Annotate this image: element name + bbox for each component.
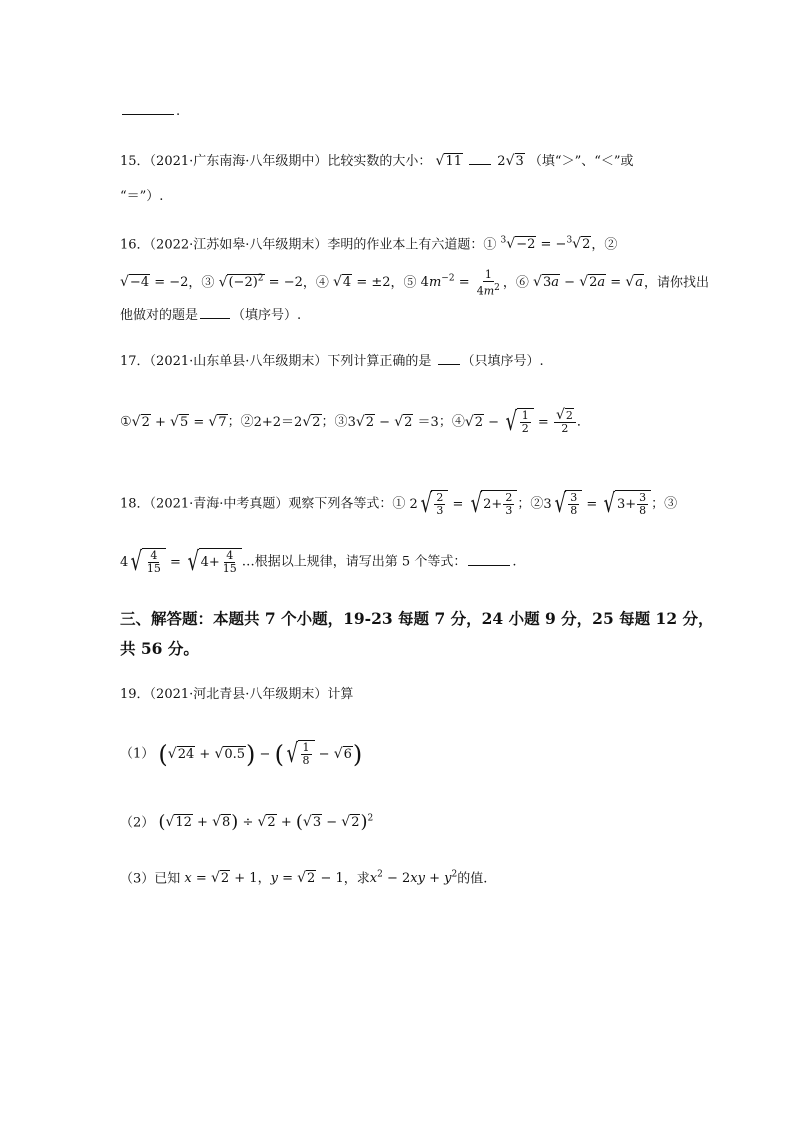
answer-blank — [469, 150, 491, 165]
q19-expr-1: (√24 + √0.5) − ( √ $\frac{1}{8}$ − √6) — [158, 739, 363, 769]
question-16: 16．（2022·江苏如皋·八年级期末）李明的作业本上有六道题：① $^3$√−2 = −$^3$√2，② — [120, 236, 618, 253]
q18-eq-1: 2 √ $\frac{2}{3}$ = √ 2+ $\frac{2}{3}$ — [410, 497, 518, 512]
question-17: 17．（2021·山东单县·八年级期末）下列计算正确的是 （只填序号）. — [120, 350, 544, 373]
answer-blank — [438, 350, 460, 365]
q19-target-expr: $x^2 - 2xy + y^2$ — [369, 870, 458, 887]
q17-option-1: √2 + √5 = √7 — [131, 413, 227, 430]
question-17-options: ①√2 + √5 = √7；②2+2＝2√2；③3√2 − √2 ＝3；④√2 − √ $\frac{1}{2}$ = $\frac{√2}{2}$ ． — [120, 407, 590, 437]
q19-expr-2: $(√12 + √8) \div √2 + (√3 - √2)^2$ — [158, 811, 374, 833]
answer-blank — [200, 304, 230, 319]
question-15: 15．（2021·广东南海·八年级期中）比较实数的大小： √11 2√3 （填“＞”、“＜”或 — [120, 150, 634, 173]
q16-item-5: $4m^{-2}$ = $\frac{1}{4m^2}$ — [420, 267, 500, 298]
question-18: 18．（2021·青海·中考真题）观察下列各等式：① 2 √ $\frac{2}{3}$ = √ 2+ $\frac{2}{3}$ ；②3 √ $\frac{3}{8}$ = √ 3+ $\frac{3}{8}$ ；③ — [120, 489, 678, 519]
question-16-answer: 他做对的题是 （填序号）. — [120, 304, 301, 327]
question-17-label: 17．（2021·山东单县·八年级期末）下列计算正确的是 — [120, 354, 432, 369]
q19-given: x = √2 + 1，y = √2 − 1 — [184, 870, 344, 887]
sqrt-11: √11 — [435, 153, 463, 169]
question-16-items: √−4 = −2，③ $√(-2)^2 = -2$，④ √4 = ±2，⑤ $4m^{-2}$ = $\frac{1}{4m^2}$ ，⑥ √3a − √2a = √a，请你找出 — [120, 267, 710, 298]
question-19-label: 19．（2021·河北青县·八年级期末）计算 — [120, 687, 354, 702]
answer-blank — [122, 100, 174, 115]
answer-blank-line: . — [120, 100, 180, 123]
answer-blank — [468, 551, 510, 566]
section-heading: 三、解答题：本题共 7 个小题，19-23 每题 7 分，24 小题 9 分，25 每题 12 分， — [120, 609, 714, 628]
q18-eq-2: 3 √ $\frac{3}{8}$ = √ 3+ $\frac{3}{8}$ — [543, 497, 651, 512]
q17-option-4: √2 − √ $\frac{1}{2}$ = $\frac{√2}{2}$ — [465, 415, 577, 430]
q17-option-2: 2+2＝2√2 — [253, 413, 321, 430]
section-heading-cont: 共 56 分。 — [120, 639, 199, 658]
q16-item-2: √−4 = −2 — [120, 274, 189, 291]
q16-item-4: √4 = ±2 — [333, 274, 391, 291]
question-15-hint-cont: “＝”）. — [120, 189, 164, 204]
question-15-label: 15．（2021·广东南海·八年级期中）比较实数的大小： — [120, 154, 432, 169]
q16-item-3: $√(-2)^2 = -2$ — [218, 274, 303, 291]
question-18-label: 18．（2021·青海·中考真题）观察下列各等式：① — [120, 496, 406, 512]
question-19-part-3: （3）已知 x = √2 + 1，y = √2 − 1，求$x^2 - 2xy + y^2$的值. — [120, 870, 488, 887]
q16-item-1: $^3$√−2 = −$^3$√2 — [500, 236, 591, 253]
question-16-label: 16．（2022·江苏如皋·八年级期末）李明的作业本上有六道题：① — [120, 237, 497, 253]
q18-eq-3: 4 √ $\frac{4}{15}$ = √ 4+ $\frac{4}{15}$ — [120, 555, 242, 570]
q17-option-3: 3√2 − √2 ＝3 — [347, 413, 439, 430]
q16-item-6: √3a − √2a = √a — [533, 274, 644, 291]
question-18-cont: 4 √ $\frac{4}{15}$ = √ 4+ $\frac{4}{15}$ …根据以上规律，请写出第 5 个等式： . — [120, 547, 517, 577]
question-15-hint: （填“＞”、“＜”或 — [528, 154, 634, 169]
question-19-part-1: （1） (√24 + √0.5) − ( √ $\frac{1}{8}$ − √6) — [120, 739, 363, 769]
sqrt-3: √3 — [505, 153, 524, 169]
question-19-part-2: （2） $(√12 + √8) \div √2 + (√3 - √2)^2$ — [120, 811, 374, 833]
